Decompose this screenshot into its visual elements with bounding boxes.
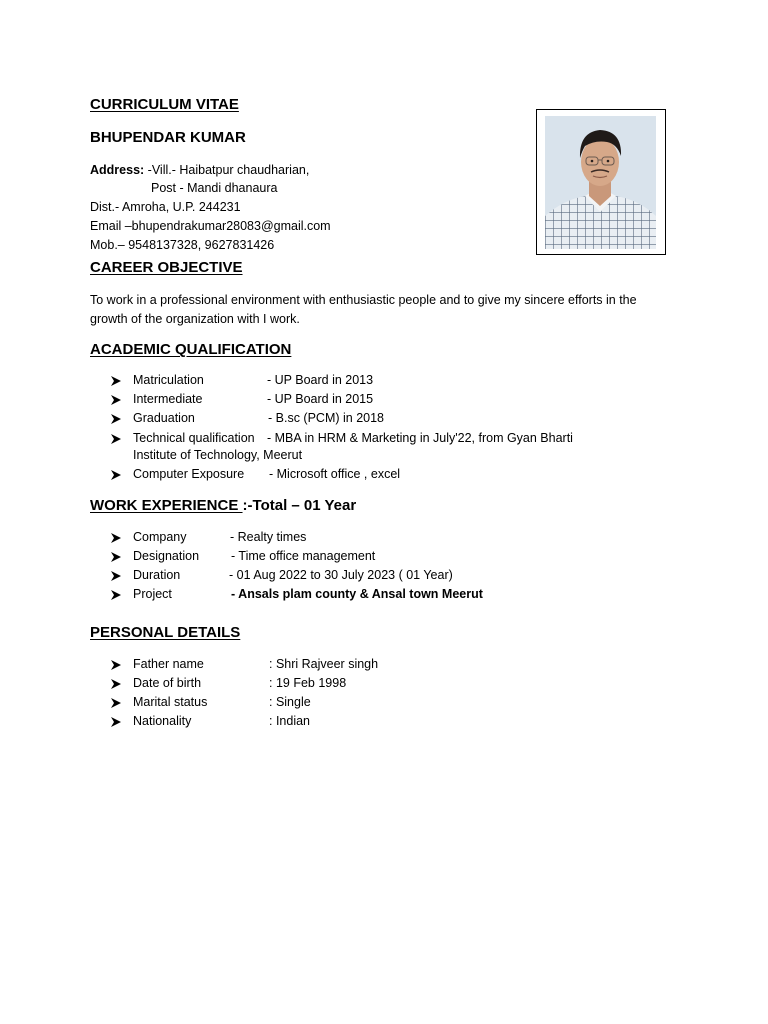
email-line: Email –bhupendrakumar28083@gmail.com: [90, 219, 331, 233]
arrow-bullet-icon: [110, 469, 124, 481]
mobile-line: Mob.– 9548137328, 9627831426: [90, 238, 275, 252]
arrow-bullet-icon: [110, 413, 124, 425]
personal-details-heading: PERSONAL DETAILS: [90, 624, 241, 641]
address-line-2: Post - Mandi dhanaura: [151, 181, 278, 195]
arrow-bullet-icon: [110, 570, 124, 582]
work-label: Company: [133, 530, 187, 544]
work-value: - Realty times: [230, 530, 307, 544]
academic-label: Technical qualification: [133, 431, 255, 445]
candidate-name: BHUPENDAR KUMAR: [90, 129, 246, 146]
arrow-bullet-icon: [110, 589, 124, 601]
academic-value: - Microsoft office , excel: [269, 467, 401, 481]
work-value: - Time office management: [231, 549, 376, 563]
personal-value: : 19 Feb 1998: [269, 676, 347, 690]
personal-value: : Single: [269, 695, 311, 709]
arrow-bullet-icon: [110, 716, 124, 728]
address-village: -Vill.- Haibatpur chaudharian,: [144, 163, 310, 177]
academic-label: Computer Exposure: [133, 467, 245, 481]
academic-value: - UP Board in 2015: [267, 392, 374, 406]
work-value: - 01 Aug 2022 to 30 July 2023 ( 01 Year): [229, 568, 453, 582]
work-value: - Ansals plam county & Ansal town Meerut: [231, 587, 483, 601]
academic-value-continuation: Institute of Technology, Meerut: [133, 448, 303, 462]
arrow-bullet-icon: [110, 433, 124, 445]
academic-label: Intermediate: [133, 392, 203, 406]
address-label: Address:: [90, 163, 145, 177]
personal-label: Marital status: [133, 695, 208, 709]
work-experience-total: :-Total – 01 Year: [242, 497, 357, 514]
academic-label: Matriculation: [133, 373, 204, 387]
profile-photo: [545, 116, 656, 249]
personal-label: Father name: [133, 657, 204, 671]
arrow-bullet-icon: [110, 551, 124, 563]
work-experience-heading-label: WORK EXPERIENCE: [90, 497, 243, 514]
academic-value: - UP Board in 2013: [267, 373, 374, 387]
address-line-1: [90, 163, 309, 177]
personal-value: : Indian: [269, 714, 311, 728]
academic-value: - B.sc (PCM) in 2018: [268, 411, 385, 425]
address-line-3: Dist.- Amroha, U.P. 244231: [90, 200, 241, 214]
arrow-bullet-icon: [110, 697, 124, 709]
career-objective-heading: CAREER OBJECTIVE: [90, 259, 243, 276]
personal-label: Nationality: [133, 714, 192, 728]
profile-photo-frame: [536, 109, 666, 255]
career-objective-text: To work in a professional environment with enthusiastic people and to give my sincere efforts in the growth of the organization with I work.: [90, 293, 637, 326]
arrow-bullet-icon: [110, 532, 124, 544]
arrow-bullet-icon: [110, 394, 124, 406]
document-title: CURRICULUM VITAE: [90, 96, 239, 113]
work-label: Project: [133, 587, 172, 601]
work-experience-heading: [90, 497, 356, 514]
arrow-bullet-icon: [110, 375, 124, 387]
academic-label: Graduation: [133, 411, 195, 425]
arrow-bullet-icon: [110, 678, 124, 690]
academic-heading: ACADEMIC QUALIFICATION: [90, 341, 292, 358]
academic-value: - MBA in HRM & Marketing in July'22, from Gyan Bharti: [267, 431, 573, 445]
arrow-bullet-icon: [110, 659, 124, 671]
personal-label: Date of birth: [133, 676, 202, 690]
personal-value: : Shri Rajveer singh: [269, 657, 379, 671]
work-label: Designation: [133, 549, 200, 563]
work-label: Duration: [133, 568, 181, 582]
